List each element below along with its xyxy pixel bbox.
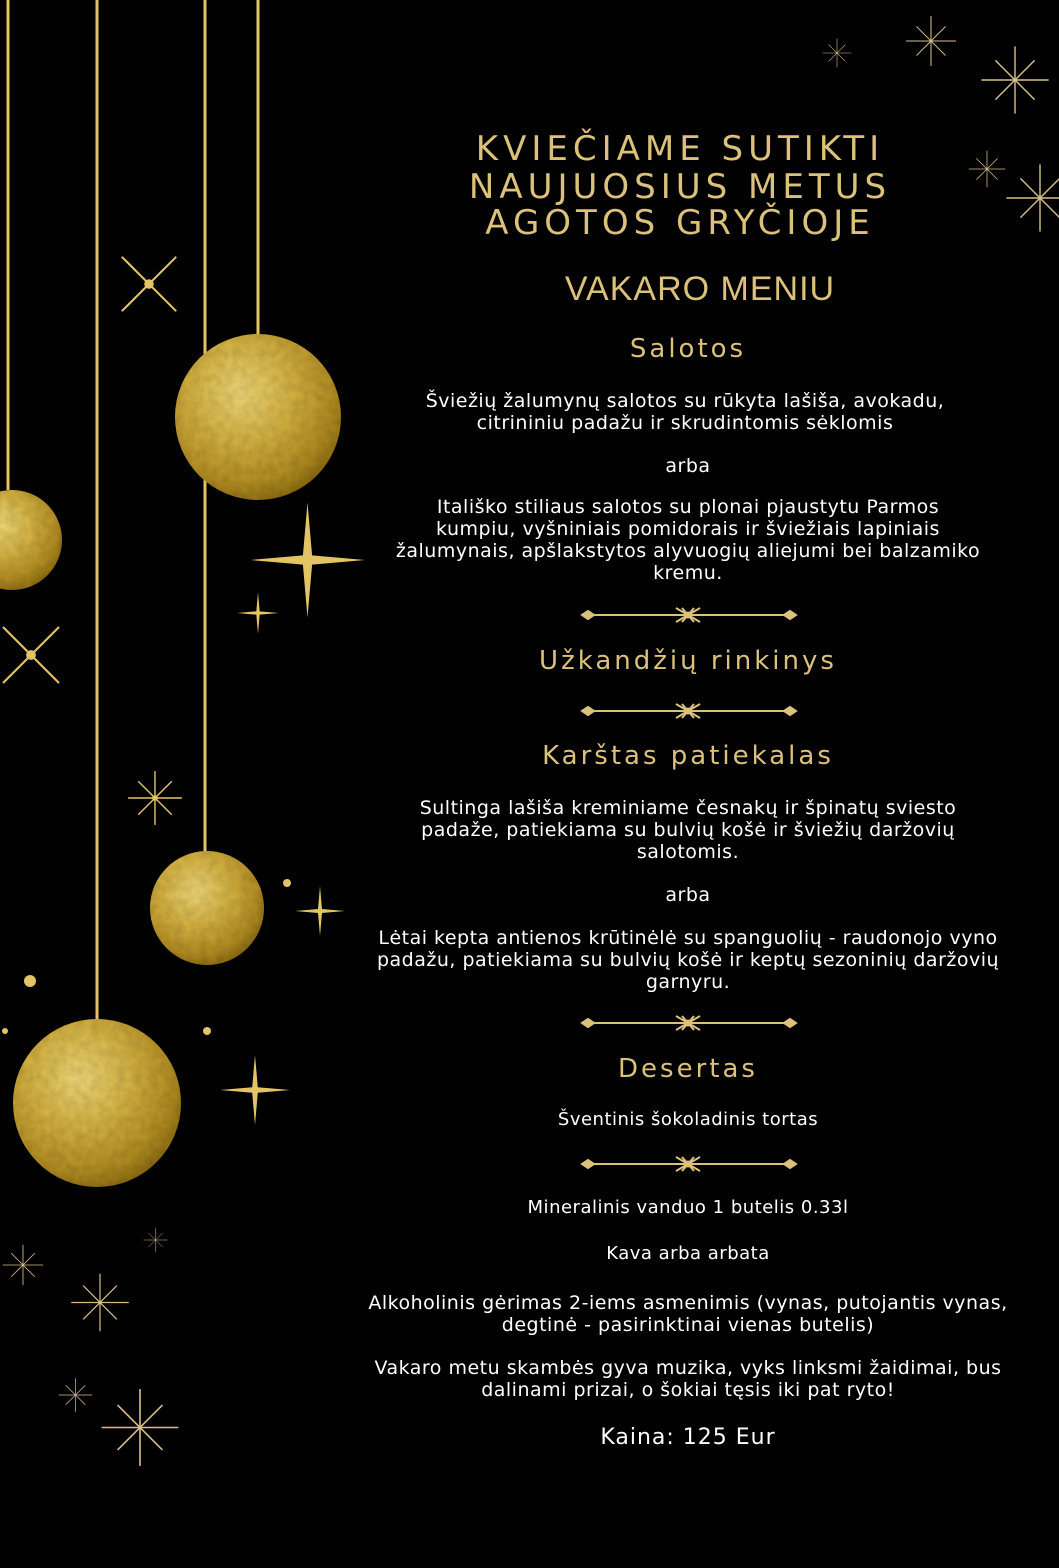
section-title-salads: Salotos	[629, 334, 747, 364]
ornamental-divider	[582, 704, 796, 718]
extra-coffee: Kava arba arbata	[606, 1243, 770, 1264]
dessert-item: Šventinis šokoladinis tortas	[557, 1109, 819, 1130]
salad-or: arba	[665, 455, 711, 477]
ornamental-divider	[582, 608, 796, 622]
main-or: arba	[665, 884, 711, 906]
salad-option-1: Šviežių žalumynų salotos su rūkyta lašiša, avokadu, citrininiu padažu ir skrudintomis sėklomis	[425, 390, 945, 434]
ornamental-divider	[582, 1016, 796, 1030]
invitation-title-line2: NAUJUOSIUS METUS	[468, 167, 892, 207]
section-title-main: Karštas patiekalas	[542, 741, 834, 771]
invitation-title-line1: KVIEČIAME SUTIKTI	[475, 129, 885, 169]
main-option-1: Sultinga lašiša kreminiame česnakų ir špinatų sviesto padaže, patiekiama su bulvių košė ir šviežių daržovių salotomis.	[419, 797, 957, 863]
invitation-title-line3: AGOTOS GRYČIOJE	[485, 203, 875, 243]
extra-alcohol: Alkoholinis gėrimas 2-iems asmenimis (vynas, putojantis vynas, degtinė - pasirinktinai vienas butelis)	[368, 1292, 1008, 1336]
extra-water: Mineralinis vanduo 1 butelis 0.33l	[527, 1197, 849, 1218]
price: Kaina: 125 Eur	[600, 1425, 776, 1450]
section-title-dessert: Desertas	[618, 1054, 758, 1084]
main-option-2: Lėtai kepta antienos krūtinėlė su spanguolių - raudonojo vyno padažu, patiekiama su bulvių košė ir keptų sezoninių daržovių garnyru.	[376, 927, 1000, 993]
evening-info: Vakaro metu skambės gyva muzika, vyks linksmi žaidimai, bus dalinami prizai, o šokiai tęsis iki pat ryto!	[374, 1357, 1002, 1401]
section-title-starters: Užkandžių rinkinys	[539, 646, 837, 676]
ornamental-divider	[582, 1157, 796, 1171]
menu-title: VAKARO MENIU	[564, 270, 836, 308]
salad-option-2: Itališko stiliaus salotos su plonai pjaustytu Parmos kumpiu, vyšniniais pomidorais ir šviežiais lapiniais žalumynais, apšlakstytos alyvuogių aliejumi bei balzamiko kremu.	[395, 496, 981, 584]
